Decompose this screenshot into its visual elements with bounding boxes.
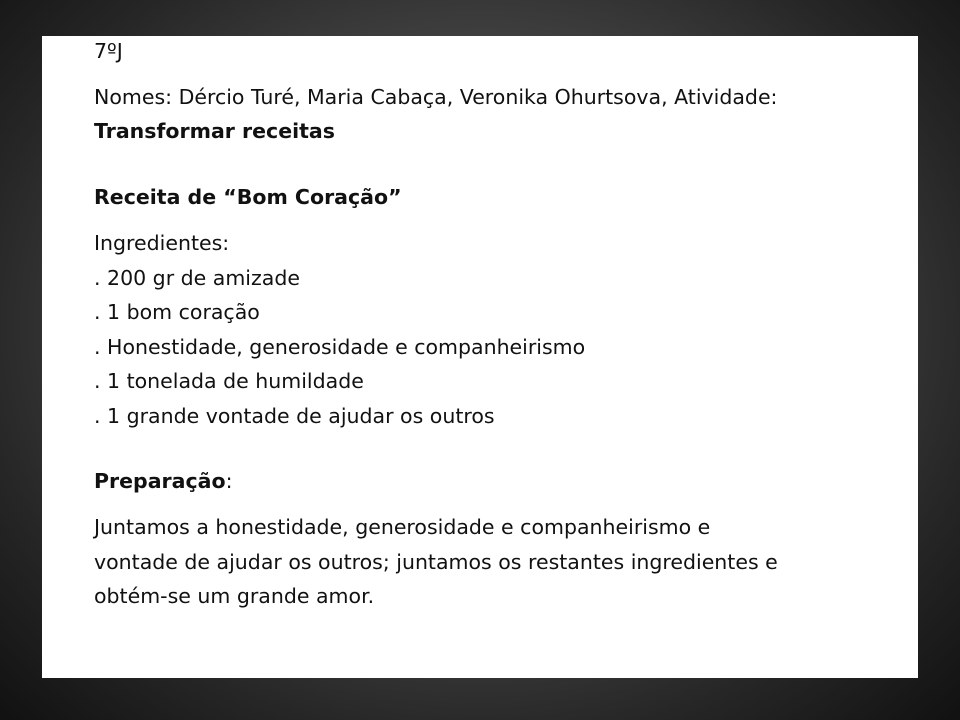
ingredient-item: . 200 gr de amizade [94,265,300,290]
ingredient-item: . 1 grande vontade de ajudar os outros [94,403,495,428]
names-line: Nomes: Dércio Turé, Maria Cabaça, Veronika Ohurtsova, Atividade: [94,85,778,109]
ingredient-item: . 1 bom coração [94,300,260,324]
preparation-heading: Preparação [94,469,226,493]
preparation-text [94,510,894,614]
ingredients-block [94,226,894,433]
ingredients-heading: Ingredientes: [94,231,230,255]
names-block [94,80,894,148]
ingredient-item: . 1 tonelada de humildade [94,369,364,393]
slide-panel [42,36,918,678]
preparation-colon: : [225,469,233,493]
recipe-title: Receita de “Bom Coração” [94,185,402,209]
preparation-heading-line [94,464,894,498]
activity-name: Transformar receitas [94,119,335,143]
ingredient-item: . Honestidade, generosidade e companheirismo [94,334,586,359]
class-label: 7ºJ [94,39,123,63]
preparation-line: obtém-se um grande amor. [94,584,375,608]
slide-content [94,36,894,614]
preparation-line: vontade de ajudar os outros; juntamos os restantes ingredientes e [94,549,778,574]
preparation-line: Juntamos a honestidade, generosidade e companheirismo e [94,515,711,539]
